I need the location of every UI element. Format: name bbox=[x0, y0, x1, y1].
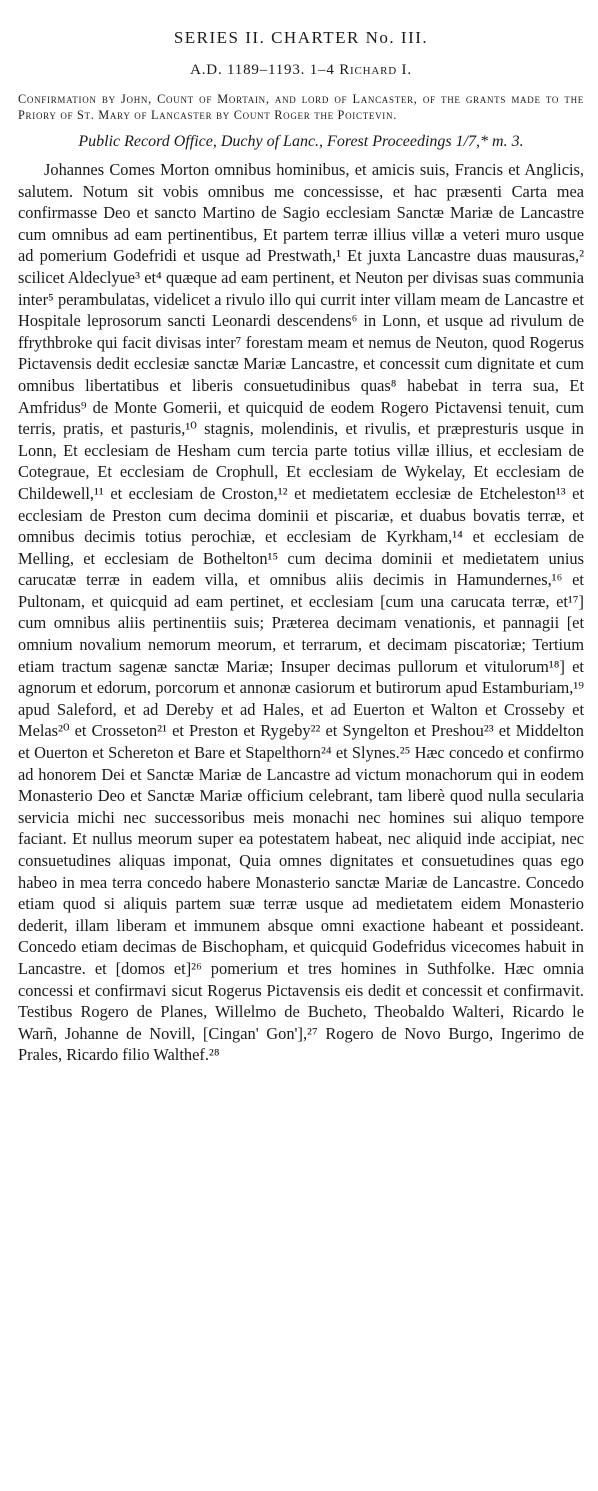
date-king: Richard I. bbox=[339, 62, 412, 78]
series-charter-heading: SERIES II. CHARTER No. III. bbox=[173, 28, 429, 47]
charter-body-text: Johannes Comes Morton omnibus hominibus, et amicis suis, Francis et Anglicis, salutem. Notum sit vobis omnibus me concessisse, et hac præsenti Carta mea confirmasse Deo et sancto Martino de Sagio ecclesiam Sanctæ Mariæ de Lancastre cum omnibus ad eam pertinentibus, Et partem terræ illius villæ a veteri muro usque ad pomerium Godefridi et usque ad Prestwath,¹ Et juxta Lancastre duas mausuras,² scilicet Aldeclyue³ et⁴ quæque ad eam pertinent, et Neuton per divisas suas communia inter⁵ perambulatas, videlicet a rivulo illo qui currit inter villam meam de Lancastre et Hospitale leprosorum sancti Leonardi descendens⁶ in Lonn, et usque ad rivulum de ffrythbroke qui facit divisas inter⁷ forestam meam et nemus de Neuton, quod Rogerus Pictavensis dedit ecclesiæ sanctæ Mariæ Lancastre, et concessit cum dignitate et cum omnibus libertatibus et liberis consuetudinibus quas⁸ habebat in terra sua, Et Amfridus⁹ de Monte Gomerii, et quicquid de eodem Rogero Pictavensi tenuit, cum terris, pratis, et pasturis,¹⁰ stagnis, molendinis, et rivulis, et præpresturis usque in Lonn, Et ecclesiam de Hesham cum tercia parte totius villæ illius, et ecclesiam de Cotegraue, Et ecclesiam de Crophull, Et ecclesiam de Wykelay, Et ecclesiam de Childewell,¹¹ et ecclesiam de Croston,¹² et medietatem ecclesiæ de Etcheleston¹³ et ecclesiam de Preston cum decima dominii et piscariæ, et duabus bovatis terræ, et omnibus decimis totius perochiæ, et ecclesiam de Kyrkham,¹⁴ et ecclesiam de Melling, et ecclesiam de Bothelton¹⁵ cum decima dominii et medietatem unius carucatæ terræ in eadem villa, et omnibus aliis decimis in Hamundernes,¹⁶ et Pultonam, et quicquid ad eam pertinet, et ecclesiam [cum una carucata terræ, et¹⁷] cum omnibus aliis pertinentiis suis; Præterea decimam venationis, et pannagii [et omnium novalium nemorum meorum, et terrarum, et decimam piscatoriæ; Tertium etiam tractum sagenæ sanctæ Mariæ; Insuper decimas pullorum et vitulorum¹⁸] et agnorum et edorum, porcorum et annonæ casiorum et butirorum apud Estamburiam,¹⁹ apud Saleford, et ad Dereby et ad Hales, et ad Euerton et Walton et Crosseby et Melas²⁰ et Crosseton²¹ et Preston et Rygeby²² et Syngelton et Preshou²³ et Middelton et Ouerton et Schereton et Bare et Stapelthorn²⁴ et Slynes.²⁵ Hæc concedo et confirmo ad honorem Dei et Sanctæ Mariæ de Lancastre ad victum monachorum qui in eodem Monasterio Deo et Sanctæ Mariæ officium celebrant, tam liberè quod nulla secularia servicia michi nec successoribus meis monachi nec homines sui aliquo tempore faciant. Et nullus meorum super ea potestatem habeat, nec aliquid inde accipiat, nec consuetudines aliquas imponat, Quia omnes dignitates et consuetudines quas ego habeo in mea terra concedo habere Monasterio sanctæ Mariæ de Lancastre. Concedo etiam quod si aliquis partem suæ terræ usque ad medietatem eidem Monasterio dederit, illam liberam et immunem absque omni exactione habeant et possideant. Concedo etiam decimas de Bischopham, et quicquid Godefridus vicecomes habuit in Lancastre. et [domos et]²⁶ pomerium et tres homines in Suthfolke. Hæc omnia concessi et confirmavi sicut Rogerus Pictavensis eis dedit et concessit et confirmavit. Testibus Rogero de Planes, Willelmo de Bucheto, Theobaldo Walteri, Ricardo le Warñ, Johanne de Novill, [Cingan' Gon'],²⁷ Rogero de Novo Burgo, Ingerimo de Prales, Ricardo filio Walthef.²⁸ bbox=[18, 160, 584, 1065]
source-reference: Public Record Office, Duchy of Lanc., Forest Proceedings 1/7,* m. 3. bbox=[78, 133, 524, 150]
date-heading bbox=[18, 62, 584, 79]
charter-subtitle: Confirmation by John, Count of Mortain, and lord of Lancaster, of the grants made to the Priory of St. Mary of Lancaster by Count Roger the Poictevin. bbox=[18, 92, 584, 122]
date-prefix: A.D. 1189–1193. 1–4 bbox=[190, 62, 335, 78]
